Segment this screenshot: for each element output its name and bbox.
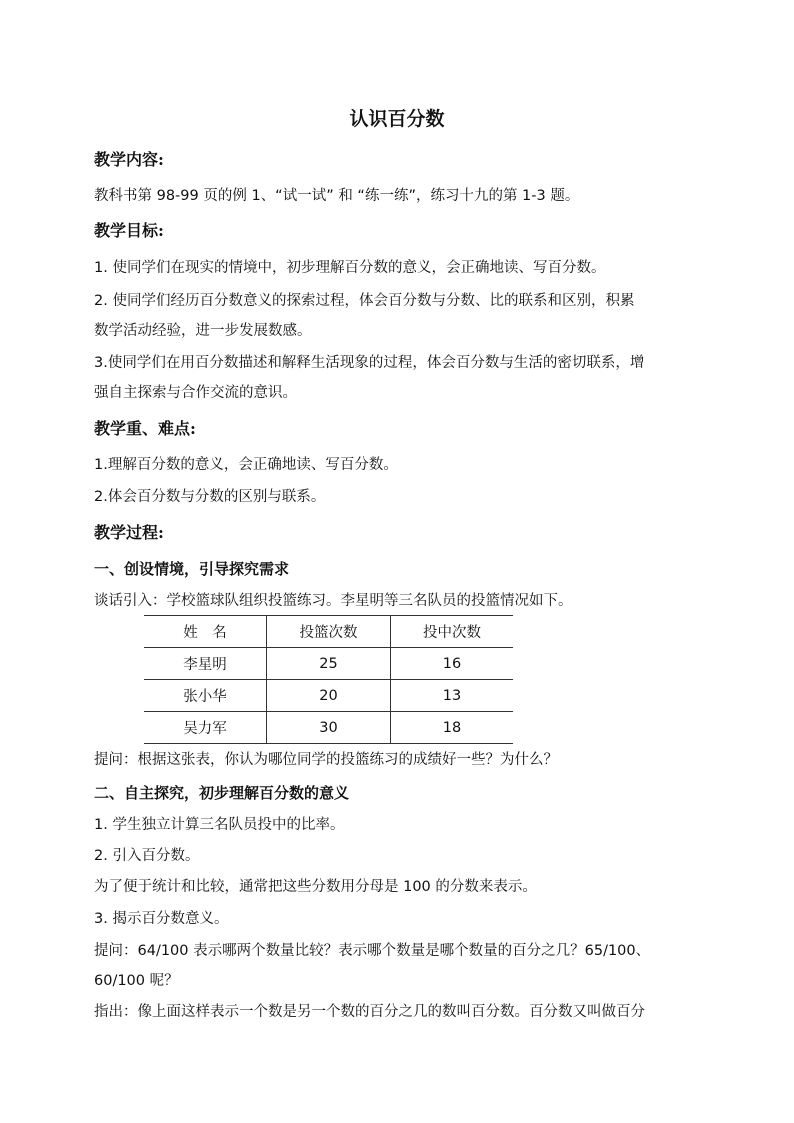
table-cell: 13: [391, 680, 514, 712]
shooting-table: [144, 615, 513, 744]
part-2-question-line-1: 提问：64/100 表示哪两个数量比较？表示哪个数量是哪个数量的百分之几？65/100、: [94, 943, 651, 959]
table-header-cell: 姓 名: [144, 616, 267, 648]
part-2-step-3: 3. 揭示百分数意义。: [94, 911, 229, 927]
goal-2-line-1: 2. 使同学们经历百分数意义的探索过程，体会百分数与分数、比的联系和区别，积累: [94, 293, 635, 309]
content-text: 教科书第 98-99 页的例 1、“试一试” 和 “练一练”，练习十九的第 1-3 题。: [94, 188, 580, 204]
table-cell: 张小华: [144, 680, 267, 712]
table-cell: 18: [391, 712, 514, 744]
part-1-question: 提问：根据这张表，你认为哪位同学的投篮练习的成绩好一些？为什么？: [94, 752, 558, 768]
table-header-cell: 投中次数: [391, 616, 514, 648]
goal-3-line-2: 强自主探索与合作交流的意识。: [94, 385, 297, 401]
table-cell: 30: [267, 712, 391, 744]
part-1-intro: 谈话引入：学校篮球队组织投篮练习。李星明等三名队员的投篮情况如下。: [94, 593, 573, 609]
goal-2-line-2: 数学活动经验，进一步发展数感。: [94, 323, 312, 339]
section-heading-process: 教学过程:: [94, 523, 164, 542]
part-2-step-1: 1. 学生独立计算三名队员投中的比率。: [94, 817, 345, 833]
goal-3-line-1: 3.使同学们在用百分数描述和解释生活现象的过程，体会百分数与生活的密切联系，增: [94, 355, 645, 371]
part-2-heading: 二、自主探究，初步理解百分数的意义: [94, 784, 350, 802]
part-1-heading: 一、创设情境，引导探究需求: [94, 560, 290, 578]
table-header-row: [144, 616, 513, 648]
section-heading-content: 教学内容:: [94, 150, 164, 169]
part-2-question-line-2: 60/100 呢？: [94, 973, 179, 989]
key-point-1: 1.理解百分数的意义，会正确地读、写百分数。: [94, 457, 398, 473]
table-row: [144, 648, 513, 680]
key-point-2: 2.体会百分数与分数的区别与联系。: [94, 489, 326, 505]
table-cell: 20: [267, 680, 391, 712]
table-cell: 吴力军: [144, 712, 267, 744]
part-2-step-2: 2. 引入百分数。: [94, 848, 200, 864]
page-title: 认识百分数: [349, 108, 445, 130]
table-header-cell: 投篮次数: [267, 616, 391, 648]
section-heading-key-points: 教学重、难点:: [94, 419, 196, 438]
table-cell: 16: [391, 648, 514, 680]
table-cell: 25: [267, 648, 391, 680]
part-2-definition: 指出：像上面这样表示一个数是另一个数的百分之几的数叫百分数。百分数又叫做百分: [94, 1004, 645, 1020]
goal-1: 1. 使同学们在现实的情境中，初步理解百分数的意义，会正确地读、写百分数。: [94, 260, 606, 276]
table-row: [144, 680, 513, 712]
section-heading-goals: 教学目标:: [94, 221, 164, 240]
part-2-step-2-text: 为了便于统计和比较，通常把这些分数用分母是 100 的分数来表示。: [94, 879, 537, 895]
table-row: [144, 712, 513, 744]
table-cell: 李星明: [144, 648, 267, 680]
